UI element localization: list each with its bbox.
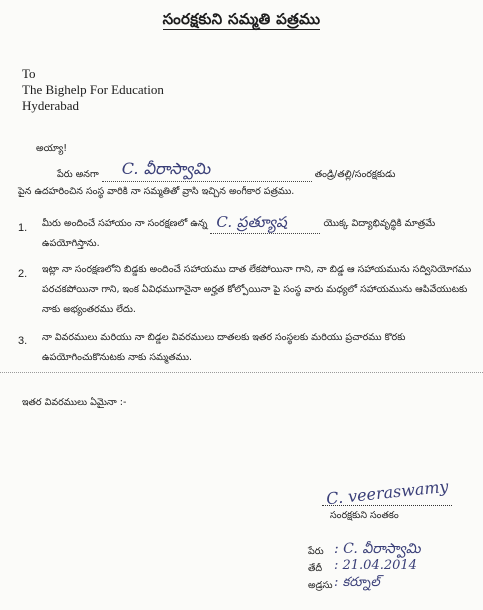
guardian-name-handwritten: C. వీరాస్వామి: [121, 159, 211, 178]
address-city: Hyderabad: [22, 98, 80, 113]
footer-name-value: : C. వీరాస్వామి: [334, 541, 421, 557]
footer-name-label: పేరు: [308, 546, 324, 557]
address-organization: The Bighelp For Education: [22, 82, 164, 97]
address-to: To: [22, 66, 36, 81]
consent-name-line: [57, 159, 477, 182]
consent-suffix: తండ్రి/తల్లి/సంరక్షకుడు: [314, 169, 396, 180]
item-1-text-before: మీరు అందించే సహాయం నా సంరక్షణలో ఉన్న: [42, 218, 208, 229]
item-2-text: ఇట్లా నా సంరక్షణలోని బిడ్డకు అందించే సహాయము దాత లేకపోయినా గాని, నా బిడ్డ ఆ సహాయమును సద్వినియోగము పరచకపోయినా గాని, ఇంక ఏవిధముగానైనా అర్హత కోల్పోయినా పై సంస్థ వారు మధ్యలో సహాయమును ఆపివేయుటకు నాకు అభ్యంతరము లేదు.: [42, 264, 472, 315]
item-1-text: [42, 214, 474, 254]
other-details-label: ఇతర వివరములు ఏమైనా :-: [22, 397, 127, 408]
guardian-signature: C. veeraswamy: [325, 476, 450, 509]
footer-date-label: తేదీ: [308, 563, 323, 574]
item-3-number: 3.: [18, 335, 28, 347]
footer-date-value: : 21.04.2014: [334, 558, 417, 573]
document-title-text: సంరక్షకుని సమ్మతి పత్రము: [162, 10, 321, 28]
child-name-handwritten: C. ప్రత్యూష: [216, 213, 287, 231]
consent-statement: పైన ఉదహరించిన సంస్థ వారికి నా సమ్మతితో వ్రాసి ఇచ్చిన అంగీకార పత్రము.: [18, 186, 295, 197]
item-3-text: నా వివరములు మరియు నా బిడ్డల వివరములు దాతలకు ఇతర సంస్థలకు మరియు ప్రచారము కొరకు ఉపయోగించుకొనుటకు నాకు సమ్మతము.: [42, 332, 406, 363]
section-divider: [0, 372, 483, 373]
signature-caption: సంరక్షకుని సంతకం: [330, 510, 399, 521]
child-name-field: [210, 213, 320, 234]
item-2-number: 2.: [18, 268, 28, 280]
salutation: అయ్యా!: [36, 143, 68, 154]
signature-line: [322, 505, 452, 506]
consent-prefix: పేరు అనగా: [57, 169, 99, 180]
document-title: [0, 10, 483, 32]
footer-address-label: అడ్రసు: [308, 580, 333, 591]
item-1-number: 1.: [18, 222, 28, 234]
footer-address-value: : కర్నూల్: [334, 575, 380, 590]
guardian-name-field: [102, 159, 312, 182]
item-1-text-after: యొక్క విద్యాభివృద్ధికి మాత్రమే ఉపయోగిస్తాను.: [42, 218, 436, 249]
